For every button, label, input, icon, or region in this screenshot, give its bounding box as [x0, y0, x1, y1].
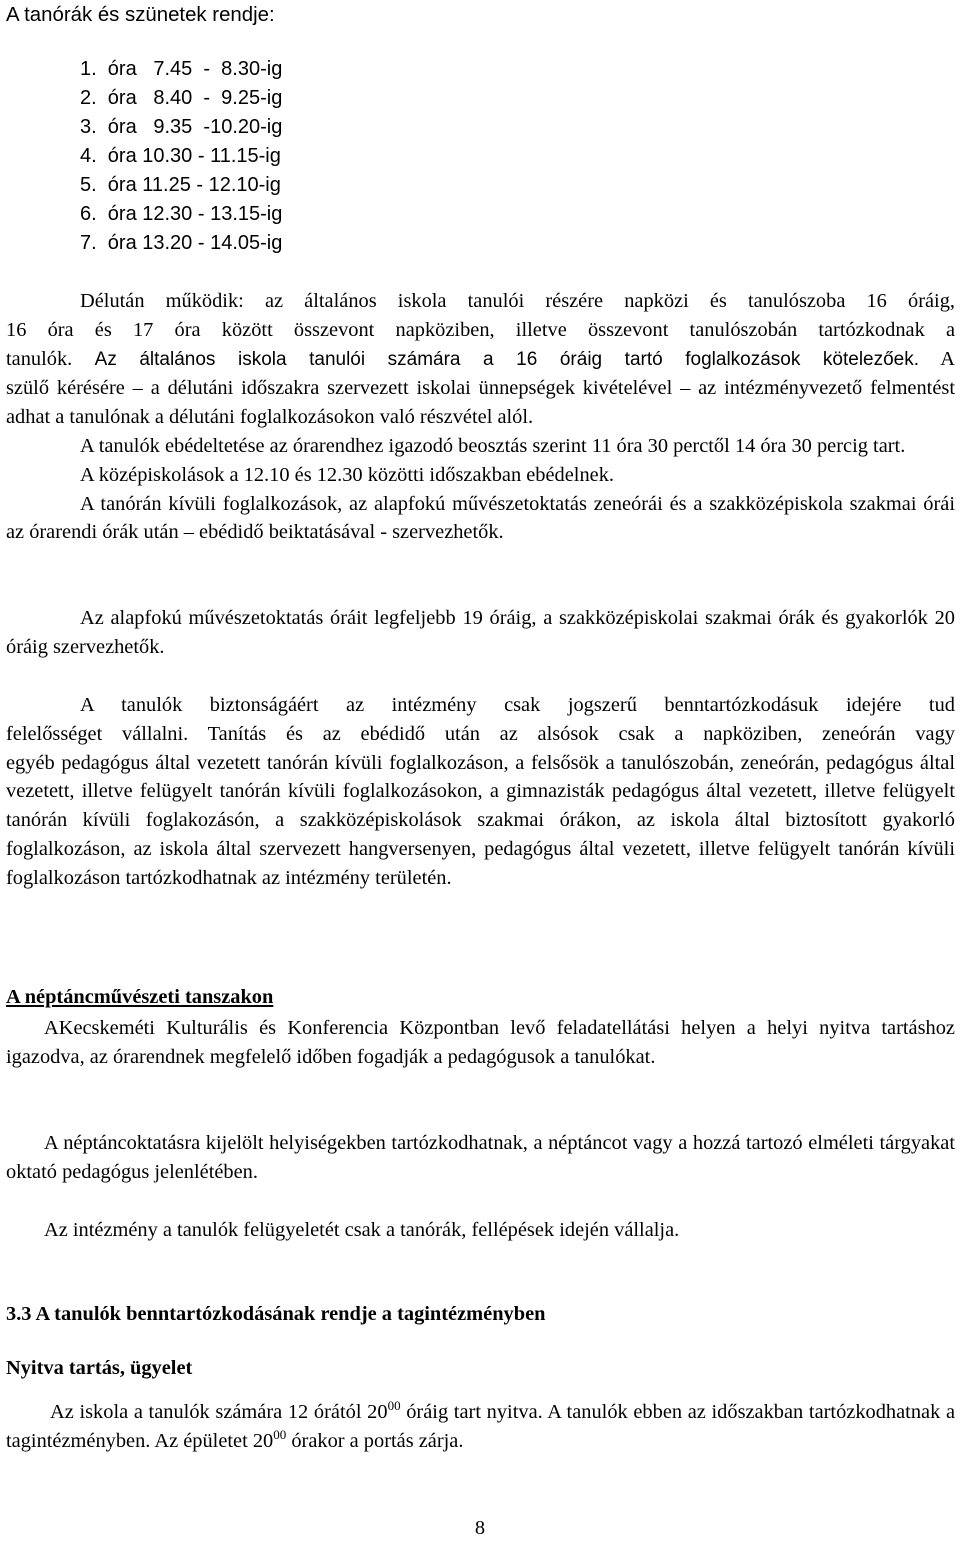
folk-dance-paragraph: AKecskeméti Kulturális és Konferencia Központban levő feladatellátási helyen a helyi nyitva tartáshoz igazodva, az órarendnek megfelelő időben fogadják a pedagógusok a tanulókat. [6, 1017, 955, 1068]
afternoon-section [6, 287, 955, 547]
schedule-row: 7. óra 13.20 - 14.05-ig [80, 232, 283, 254]
schedule-row: 1. óra 7.45 - 8.30-ig [80, 58, 283, 80]
schedule-row: 4. óra 10.30 - 11.15-ig [80, 145, 281, 167]
afternoon-text: A [919, 347, 956, 370]
schedule-heading: A tanórák és szünetek rendje: [6, 4, 275, 26]
afternoon-line: 16 óra és 17 óra között összevont napköziben, illetve összevont tanulószobán tartózkodnak a [6, 318, 955, 341]
mandatory-note: Az általános iskola tanulói számára a 16 óráig tartó foglalkozások kötelezőek. [94, 348, 920, 370]
schedule-row: 5. óra 11.25 - 12.10-ig [80, 174, 281, 196]
lesson-schedule [80, 55, 282, 258]
safety-text: Tanítás és az ebédidő után az alsósok csak a napköziben, zeneórán vagy [207, 722, 955, 745]
folk-dance-heading: A néptáncművészeti tanszakon [6, 986, 274, 1008]
extracurricular-paragraph: A tanórán kívüli foglalkozások, az alapfokú művészetoktatás zeneórái és a szakközépiskola szakmai órái az órarendi órák után – ebédidő beiktatásával - szervezhetők. [6, 492, 955, 544]
safety-line [6, 720, 955, 749]
folk-dance-paragraph: Az intézmény a tanulók felügyeletét csak a tanórák, fellépések idején vállalja. [44, 1219, 680, 1241]
superscript: 00 [273, 1426, 287, 1442]
safety-section [6, 691, 955, 893]
safety-paragraph: egyéb pedagógus által vezetett tanórán kívüli foglalkozáson, a felsősök a tanulószobán, zeneórán, pedagógus által vezetett, illetve felügyelt tanórán kívüli foglalkozásokon, a gimnazisták pedagógus által vezetett, illetve felügyelt tanórán kívüli foglakozásón, a szakközépiskolások szakmai órákon, az iskola által biztosított gyakorló foglalkozáson, az iskola által szervezett hangversenyen, pedagógus által vezetett, illetve felügyelt tanórán kívüli foglalkozáson tartózkodhatnak az intézmény területén. [6, 751, 955, 889]
safety-line: A tanulók biztonságáért az intézmény csak jogszerű benntartózkodásuk idejére tud [80, 694, 955, 716]
opening-text: Az iskola a tanulók számára 12 órától 20 [50, 1401, 388, 1423]
opening-hours-paragraph [6, 1398, 955, 1456]
afternoon-text: tanulók. [6, 347, 95, 370]
afternoon-exemption: szülő kérésére – a délutáni időszakra szervezett iskolai ünnepségek kivételével – az intézményvezető felmentést adhat a tanulónak a délutáni foglalkozásokon való részvétel alól. [6, 377, 955, 429]
afternoon-line [6, 345, 955, 375]
schedule-row: 2. óra 8.40 - 9.25-ig [80, 87, 283, 109]
art-school-paragraph: Az alapfokú művészetoktatás óráit legfeljebb 19 óráig, a szakközépiskolai szakmai órák és gyakorlók 20 óráig szervezhetők. [6, 607, 955, 658]
safety-text: felelősséget vállalni. [6, 722, 208, 745]
section-subheading: Nyitva tartás, ügyelet [6, 1357, 193, 1379]
superscript: 00 [387, 1398, 401, 1413]
secondary-lunch: A középiskolások a 12.10 és 12.30 közötti időszakban ebédelnek. [80, 463, 614, 486]
schedule-row: 3. óra 9.35 -10.20-ig [80, 116, 283, 138]
opening-text: óráig tart nyitva. A tanulók ebben az időszakban tartózkodhatnak a tagintézményben. Az épületet 20 [6, 1401, 955, 1452]
folk-dance-paragraph: A néptáncoktatásra kijelölt helyiségekben tartózkodhatnak, a néptáncot vagy a hozzá tartozó elméleti tárgyakat oktató pedagógus jelenlétében. [6, 1132, 955, 1183]
lunch-paragraph: A tanulók ebédeltetése az órarendhez igazodó beosztás szerint 11 óra 30 perctől 14 óra 30 percig tart. [80, 434, 906, 457]
afternoon-line: Délután működik: az általános iskola tanulói részére napközi és tanulószoba 16 óráig, [80, 290, 955, 312]
page-number: 8 [474, 1517, 486, 1539]
section-heading: 3.3 A tanulók benntartózkodásának rendje a tagintézményben [6, 1303, 546, 1325]
schedule-row: 6. óra 12.30 - 13.15-ig [80, 203, 283, 225]
opening-text: órakor a portás zárja. [286, 1429, 464, 1452]
